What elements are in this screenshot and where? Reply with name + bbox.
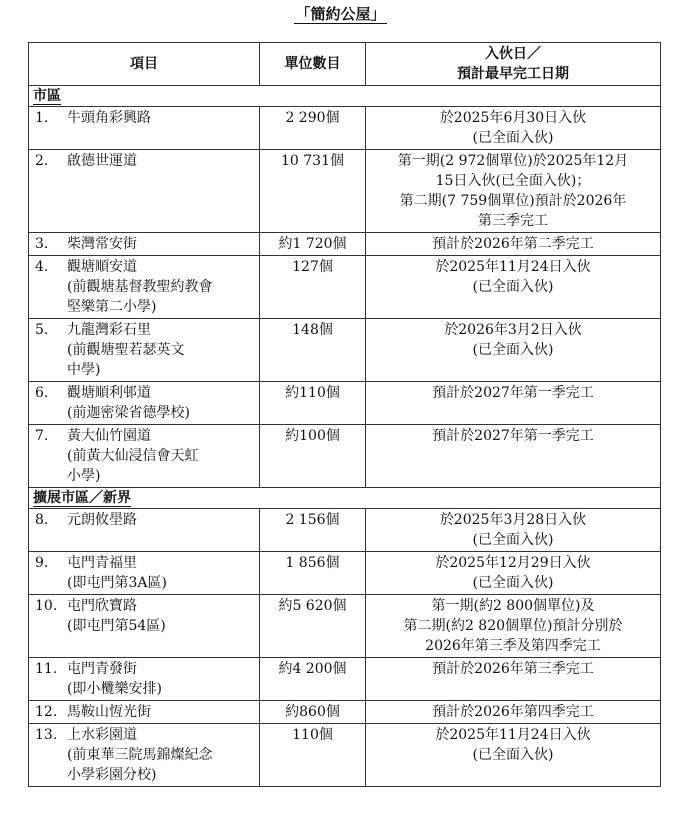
date-cell bbox=[366, 595, 661, 658]
date-cell bbox=[366, 382, 661, 425]
item-wrap bbox=[35, 383, 255, 423]
units-cell: 約4 200個 bbox=[260, 658, 366, 701]
item-wrap bbox=[35, 234, 255, 254]
item-name-line: 小學) bbox=[67, 468, 101, 484]
date-cell bbox=[366, 425, 661, 488]
item-name-line: 屯門欣寶路 bbox=[67, 598, 137, 614]
item-cell bbox=[29, 319, 260, 382]
table-row bbox=[29, 595, 661, 658]
housing-table bbox=[28, 42, 661, 787]
item-name bbox=[67, 596, 255, 636]
header-date-line2: 預計最早完工日期 bbox=[457, 66, 569, 82]
item-number: 8. bbox=[35, 512, 49, 528]
item-name bbox=[67, 257, 255, 317]
table-row bbox=[29, 425, 661, 488]
date-line: (已全面入伙) bbox=[472, 130, 554, 146]
item-wrap bbox=[35, 702, 255, 722]
item-name-line: 觀塘順利邨道 bbox=[67, 385, 151, 401]
item-cell bbox=[29, 150, 260, 233]
item-name bbox=[67, 320, 255, 380]
item-name-line: (即屯門第3A區) bbox=[67, 575, 167, 591]
item-cell bbox=[29, 701, 260, 724]
item-name bbox=[67, 108, 255, 128]
date-line: 15日入伙(已全面入伙)； bbox=[435, 173, 591, 189]
item-name bbox=[67, 510, 255, 530]
item-wrap bbox=[35, 108, 255, 128]
item-wrap bbox=[35, 553, 255, 593]
units-cell: 約860個 bbox=[260, 701, 366, 724]
table-row bbox=[29, 509, 661, 552]
item-cell bbox=[29, 256, 260, 319]
item-name bbox=[67, 659, 255, 699]
item-cell bbox=[29, 107, 260, 150]
item-name-line: (前東華三院馬錦燦紀念 bbox=[67, 747, 213, 763]
date-line: 第二期(7 759個單位)預計於2026年 bbox=[399, 193, 627, 209]
date-line: 預計於2026年第四季完工 bbox=[432, 704, 594, 720]
date-line: 第一期(2 972個單位)於2025年12月 bbox=[397, 153, 629, 169]
units-cell: 127個 bbox=[260, 256, 366, 319]
item-name-line: 黃大仙竹園道 bbox=[67, 428, 151, 444]
item-cell bbox=[29, 595, 260, 658]
item-name-line: 屯門青發街 bbox=[67, 661, 137, 677]
date-cell bbox=[366, 509, 661, 552]
date-line: 預計於2026年第三季完工 bbox=[432, 661, 594, 677]
item-name-line: 觀塘順安道 bbox=[67, 259, 137, 275]
item-wrap bbox=[35, 725, 255, 785]
item-name bbox=[67, 426, 255, 486]
item-name-line: (即屯門第54區) bbox=[67, 618, 166, 634]
header-date-line1: 入伙日／ bbox=[485, 46, 541, 62]
item-cell bbox=[29, 724, 260, 787]
date-line: (已全面入伙) bbox=[472, 532, 554, 548]
item-cell bbox=[29, 552, 260, 595]
item-name-line: (即小欖樂安排) bbox=[67, 681, 162, 697]
header-units: 單位數目 bbox=[260, 43, 366, 86]
item-cell bbox=[29, 233, 260, 256]
item-wrap bbox=[35, 257, 255, 317]
units-cell: 2 290個 bbox=[260, 107, 366, 150]
table-row bbox=[29, 233, 661, 256]
table-row bbox=[29, 701, 661, 724]
date-cell bbox=[366, 552, 661, 595]
item-name-line: 牛頭角彩興路 bbox=[67, 110, 151, 126]
date-line: 於2025年3月28日入伙 bbox=[439, 512, 587, 528]
item-name-line: (前觀塘基督教聖約教會 bbox=[67, 279, 213, 295]
units-cell: 2 156個 bbox=[260, 509, 366, 552]
date-line: 第三季完工 bbox=[478, 213, 548, 229]
header-item: 項目 bbox=[29, 43, 260, 86]
table-body bbox=[29, 86, 661, 787]
date-line: 預計於2026年第二季完工 bbox=[432, 236, 594, 252]
date-line: 預計於2027年第一季完工 bbox=[432, 385, 594, 401]
item-name-line: 九龍灣彩石里 bbox=[67, 322, 151, 338]
table-row bbox=[29, 382, 661, 425]
date-cell bbox=[366, 724, 661, 787]
units-cell: 148個 bbox=[260, 319, 366, 382]
item-name-line: (前黃大仙浸信會天虹 bbox=[67, 448, 199, 464]
units-cell: 約110個 bbox=[260, 382, 366, 425]
group-header-row bbox=[29, 86, 661, 107]
date-line: (已全面入伙) bbox=[472, 747, 554, 763]
item-name-line: 啟德世運道 bbox=[67, 153, 137, 169]
table-row bbox=[29, 150, 661, 233]
date-cell bbox=[366, 233, 661, 256]
date-line: 第二期(約2 820個單位)預計分別於 bbox=[403, 618, 623, 634]
item-number: 10. bbox=[35, 598, 58, 614]
units-cell: 約100個 bbox=[260, 425, 366, 488]
date-line: 預計於2027年第一季完工 bbox=[432, 428, 594, 444]
item-wrap bbox=[35, 510, 255, 530]
item-name bbox=[67, 383, 255, 423]
document-title: 「簡約公屋」 bbox=[295, 5, 386, 23]
item-number: 13. bbox=[35, 727, 58, 743]
item-name-line: 堅樂第二小學) bbox=[67, 299, 157, 315]
item-name-line: 柴灣常安街 bbox=[67, 236, 137, 252]
item-name-line: (前迦密梁省德學校) bbox=[67, 405, 190, 421]
units-cell: 約5 620個 bbox=[260, 595, 366, 658]
date-line: 於2025年11月24日入伙 bbox=[435, 259, 591, 275]
date-cell bbox=[366, 256, 661, 319]
item-number: 3. bbox=[35, 236, 49, 252]
units-cell: 約1 720個 bbox=[260, 233, 366, 256]
table-row bbox=[29, 724, 661, 787]
group-header-row bbox=[29, 488, 661, 509]
units-cell: 1 856個 bbox=[260, 552, 366, 595]
item-number: 7. bbox=[35, 428, 49, 444]
item-name-line: 元朗攸壆路 bbox=[67, 512, 137, 528]
item-name-line: 屯門青福里 bbox=[67, 555, 137, 571]
date-cell bbox=[366, 107, 661, 150]
item-name bbox=[67, 151, 255, 171]
date-cell bbox=[366, 701, 661, 724]
item-number: 1. bbox=[35, 110, 49, 126]
group-header-cell bbox=[29, 86, 661, 107]
date-line: 於2025年6月30日入伙 bbox=[439, 110, 587, 126]
date-line: 於2026年3月2日入伙 bbox=[444, 322, 582, 338]
item-number: 12. bbox=[35, 704, 58, 720]
item-number: 4. bbox=[35, 259, 49, 275]
units-cell: 110個 bbox=[260, 724, 366, 787]
group-header-cell bbox=[29, 488, 661, 509]
item-name-line: 上水彩園道 bbox=[67, 727, 137, 743]
item-wrap bbox=[35, 596, 255, 636]
item-name-line: 中學) bbox=[67, 362, 101, 378]
item-wrap bbox=[35, 320, 255, 380]
group-name: 市區 bbox=[33, 88, 61, 104]
item-number: 5. bbox=[35, 322, 49, 338]
item-wrap bbox=[35, 426, 255, 486]
item-name-line: 馬鞍山恆光街 bbox=[67, 704, 151, 720]
item-name-line: (前觀塘聖若瑟英文 bbox=[67, 342, 185, 358]
date-cell bbox=[366, 658, 661, 701]
table-row bbox=[29, 319, 661, 382]
table-row bbox=[29, 552, 661, 595]
item-name bbox=[67, 725, 255, 785]
date-line: (已全面入伙) bbox=[472, 342, 554, 358]
table-row bbox=[29, 107, 661, 150]
header-row bbox=[29, 43, 661, 86]
item-name bbox=[67, 234, 255, 254]
item-cell bbox=[29, 425, 260, 488]
item-name bbox=[67, 553, 255, 593]
item-name bbox=[67, 702, 255, 722]
date-line: 2026年第三季及第四季完工 bbox=[425, 638, 601, 654]
item-number: 6. bbox=[35, 385, 49, 401]
item-wrap bbox=[35, 659, 255, 699]
date-cell bbox=[366, 319, 661, 382]
table-row bbox=[29, 256, 661, 319]
item-wrap bbox=[35, 151, 255, 171]
date-line: 第一期(約2 800個單位)及 bbox=[431, 598, 595, 614]
date-line: (已全面入伙) bbox=[472, 575, 554, 591]
date-cell bbox=[366, 150, 661, 233]
item-cell bbox=[29, 509, 260, 552]
item-cell bbox=[29, 658, 260, 701]
date-line: (已全面入伙) bbox=[472, 279, 554, 295]
table-row bbox=[29, 658, 661, 701]
date-line: 於2025年11月24日入伙 bbox=[435, 727, 591, 743]
item-cell bbox=[29, 382, 260, 425]
item-name-line: 小學彩園分校) bbox=[67, 767, 157, 783]
item-number: 11. bbox=[35, 661, 58, 677]
units-cell: 10 731個 bbox=[260, 150, 366, 233]
group-name: 擴展市區／新界 bbox=[33, 490, 131, 506]
item-number: 9. bbox=[35, 555, 49, 571]
item-number: 2. bbox=[35, 153, 49, 169]
date-line: 於2025年12月29日入伙 bbox=[435, 555, 591, 571]
header-date bbox=[366, 43, 661, 86]
